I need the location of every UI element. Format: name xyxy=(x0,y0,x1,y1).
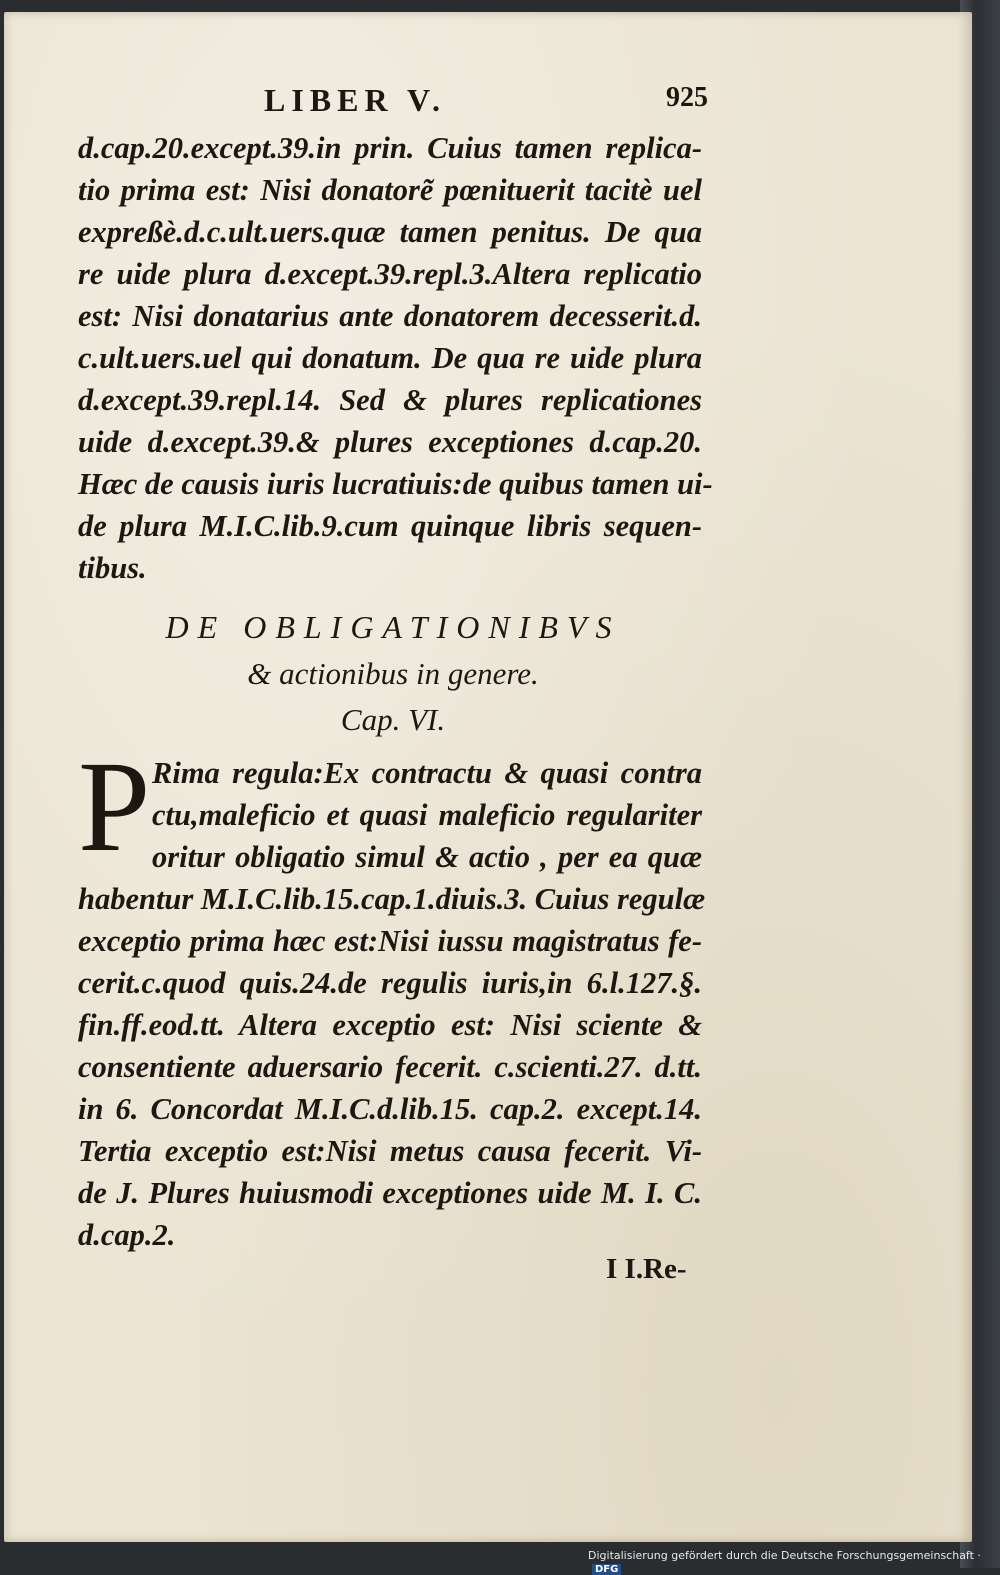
text-line: Hæc de causis iuris lucratiuis:de quibus tamen ui- xyxy=(78,467,713,501)
text-line: re uide plura d.except.39.repl.3.Altera replicatio xyxy=(78,257,702,291)
catchword: I I.Re- xyxy=(606,1253,687,1285)
text-block-2 xyxy=(78,878,706,1256)
text-line: de plura M.I.C.lib.9.cum quinque libris sequen- xyxy=(78,509,702,543)
text-line: Rima regula:Ex contractu & quasi contra xyxy=(152,756,702,790)
text-line: uide d.except.39.& plures exceptiones d.cap.20. xyxy=(78,425,702,459)
text-block-2-indented xyxy=(152,752,702,878)
text-line: Tertia exceptio est:Nisi metus causa fecerit. Vi- xyxy=(78,1134,702,1168)
text-block-1 xyxy=(78,127,713,589)
running-head xyxy=(78,82,708,122)
text-line: expreßè.d.c.ult.uers.quæ tamen penitus. De qua xyxy=(78,215,702,249)
text-line: fin.ff.eod.tt. Altera exceptio est: Nisi sciente & xyxy=(78,1008,702,1042)
text-line: ctu,maleficio et quasi maleficio regulariter xyxy=(152,798,702,832)
text-line: d.cap.20.except.39.in prin. Cuius tamen replica- xyxy=(78,131,702,165)
drop-cap: P xyxy=(78,735,151,879)
page-number: 925 xyxy=(666,82,708,113)
text-line: c.ult.uers.uel qui donatum. De qua re uide plura xyxy=(78,341,702,375)
chapter-heading-line-1: DE OBLIGATIONIBVS xyxy=(165,609,621,645)
text-line: habentur M.I.C.lib.15.cap.1.diuis.3. Cuius regulæ xyxy=(78,882,706,916)
text-line: cerit.c.quod quis.24.de regulis iuris,in 6.l.127.§. xyxy=(78,966,702,1000)
digitization-credit-text: Digitalisierung gefördert durch die Deutsche Forschungsgemeinschaft · xyxy=(588,1549,981,1562)
text-line: in 6. Concordat M.I.C.d.lib.15. cap.2. except.14. xyxy=(78,1092,702,1126)
chapter-heading-line-2: & actionibus in genere. xyxy=(247,656,539,691)
text-line: est: Nisi donatarius ante donatorem decesserit.d. xyxy=(78,299,702,333)
dfg-logo: DFG xyxy=(592,1564,621,1575)
text-line: d.cap.2. xyxy=(78,1218,176,1252)
text-line: exceptio prima hæc est:Nisi iussu magistratus fe- xyxy=(78,924,702,958)
text-line: tibus. xyxy=(78,551,147,585)
text-line: tio prima est: Nisi donatorẽ pœnituerit tacitè uel xyxy=(78,173,702,207)
text-line: oritur obligatio simul & actio , per ea quæ xyxy=(152,840,702,874)
text-line: consentiente aduersario fecerit. c.scienti.27. d.tt. xyxy=(78,1050,702,1084)
running-head-title: LIBER V. xyxy=(264,82,446,118)
chapter-heading xyxy=(78,603,708,743)
digitization-credit xyxy=(588,1549,1000,1575)
text-line: de J. Plures huiusmodi exceptiones uide M. I. C. xyxy=(78,1176,702,1210)
chapter-number: Cap. VI. xyxy=(340,702,446,737)
text-line: d.except.39.repl.14. Sed & plures replicationes xyxy=(78,383,702,417)
